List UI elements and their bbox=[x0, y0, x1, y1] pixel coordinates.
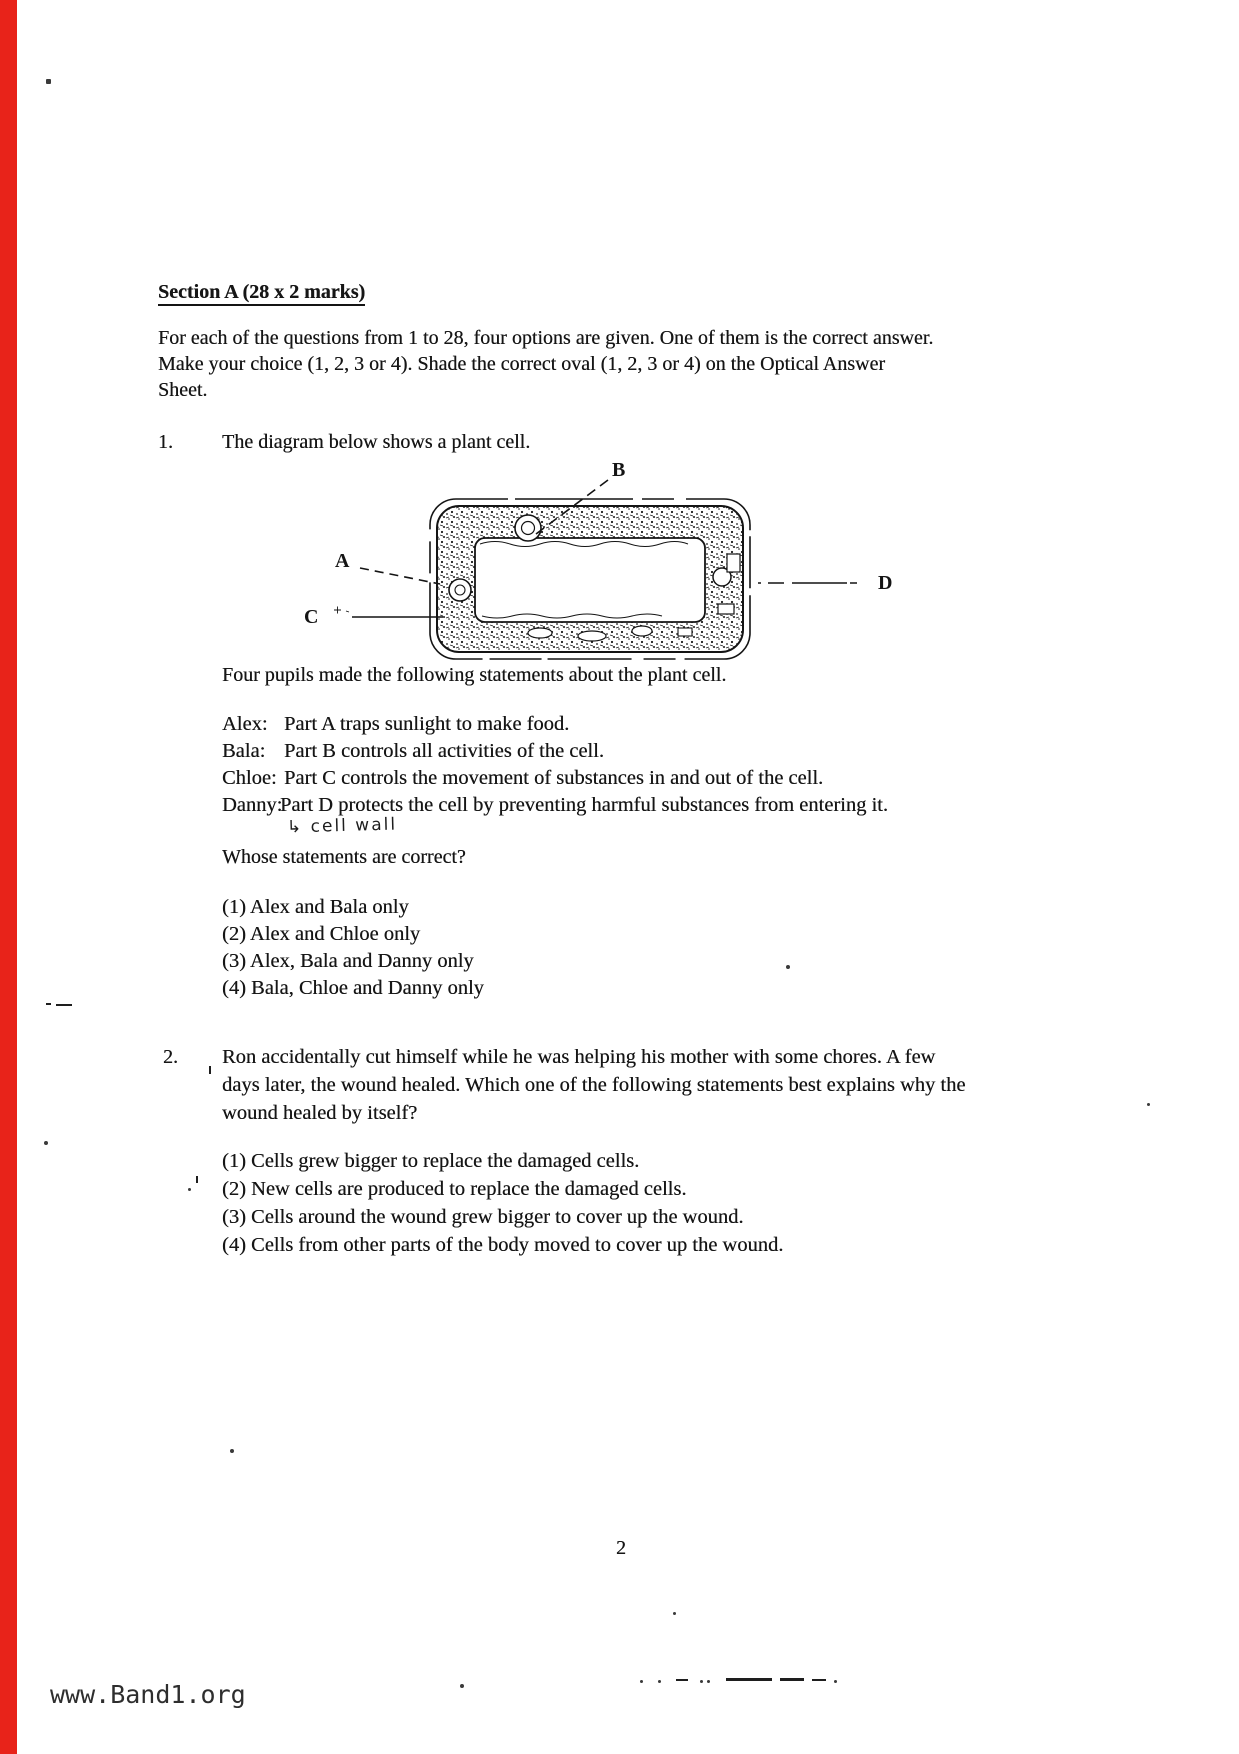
scan-speck bbox=[209, 1066, 211, 1074]
diagram-label-d: D bbox=[878, 572, 893, 594]
diagram-label-a: A bbox=[335, 550, 350, 572]
q2-line-1: Ron accidentally cut himself while he was helping his mother with some chores. A few bbox=[222, 1046, 936, 1068]
scan-margin-mark bbox=[46, 1003, 51, 1005]
statement-text: Part A traps sunlight to make food. bbox=[284, 713, 570, 735]
q2-option-2: (2) New cells are produced to replace the damaged cells. bbox=[222, 1178, 687, 1200]
q2-number: 2. bbox=[163, 1046, 178, 1068]
q1-option-1: (1) Alex and Bala only bbox=[222, 896, 409, 918]
statement-text: Part C controls the movement of substances in and out of the cell. bbox=[284, 767, 824, 789]
q1-number: 1. bbox=[158, 431, 173, 453]
q2-line-3: wound healed by itself? bbox=[222, 1102, 418, 1124]
q1-caption: Four pupils made the following statements about the plant cell. bbox=[222, 664, 727, 686]
q1-option-4: (4) Bala, Chloe and Danny only bbox=[222, 977, 484, 999]
q2-option-3: (3) Cells around the wound grew bigger to cover up the wound. bbox=[222, 1206, 744, 1228]
section-heading bbox=[158, 281, 365, 304]
organelle-bottom4 bbox=[678, 628, 692, 636]
statement-bala bbox=[222, 740, 604, 763]
scan-speck bbox=[44, 1141, 48, 1145]
statement-danny bbox=[222, 794, 888, 817]
speaker-label: Alex: bbox=[222, 713, 268, 735]
organelle-right-rect bbox=[727, 554, 740, 572]
scan-speck bbox=[46, 79, 51, 84]
statement-text: Part D protects the cell by preventing harmful substances from entering it. bbox=[280, 794, 888, 816]
plant-cell-diagram bbox=[290, 440, 930, 675]
statement-text: Part B controls all activities of the cell. bbox=[284, 740, 604, 762]
page-number: 2 bbox=[616, 1537, 626, 1559]
speaker-label: Chloe: bbox=[222, 767, 277, 789]
q1-question: Whose statements are correct? bbox=[222, 846, 466, 868]
organelle-bottom2 bbox=[578, 631, 606, 641]
statement-alex bbox=[222, 713, 569, 736]
speaker-label: Bala: bbox=[222, 740, 266, 762]
binding-red-stripe bbox=[0, 0, 17, 1754]
section-heading-text: Section A (28 x 2 marks) bbox=[158, 281, 365, 306]
organelle-bottom3 bbox=[632, 626, 652, 636]
organelle-right-rect2 bbox=[718, 604, 734, 614]
q2-line-2: days later, the wound healed. Which one of the following statements best explains why the bbox=[222, 1074, 966, 1096]
scan-speck bbox=[460, 1684, 464, 1688]
intro-line-1: For each of the questions from 1 to 28, four options are given. One of them is the correct answer. bbox=[158, 327, 934, 349]
scan-speck bbox=[786, 965, 790, 969]
speaker-label: Danny: bbox=[222, 794, 283, 816]
scan-mark-near-c bbox=[334, 607, 349, 614]
scan-speck bbox=[673, 1612, 676, 1615]
website-footer: www.Band1.org bbox=[50, 1680, 246, 1709]
scan-margin-mark bbox=[56, 1004, 72, 1006]
q2-option-4: (4) Cells from other parts of the body moved to cover up the wound. bbox=[222, 1234, 784, 1256]
leader-line-a bbox=[360, 568, 440, 584]
scan-speck bbox=[188, 1188, 191, 1191]
organelle-bottom1 bbox=[528, 628, 552, 638]
handwritten-annotation: ↳ cell wall bbox=[286, 814, 398, 838]
scan-speck bbox=[196, 1176, 198, 1183]
cell-membrane bbox=[475, 538, 705, 622]
q2-option-1: (1) Cells grew bigger to replace the damaged cells. bbox=[222, 1150, 640, 1172]
intro-line-3: Sheet. bbox=[158, 379, 208, 401]
scan-speck bbox=[1147, 1103, 1150, 1106]
diagram-label-b: B bbox=[612, 459, 626, 481]
scan-speck bbox=[230, 1449, 234, 1453]
organelle-left bbox=[449, 579, 471, 601]
q1-stem: The diagram below shows a plant cell. bbox=[222, 431, 531, 453]
statement-chloe bbox=[222, 767, 823, 790]
organelle-top bbox=[515, 515, 541, 541]
q1-option-2: (2) Alex and Chloe only bbox=[222, 923, 421, 945]
diagram-label-c: C bbox=[304, 606, 319, 628]
intro-line-2: Make your choice (1, 2, 3 or 4). Shade the correct oval (1, 2, 3 or 4) on the Optical Answer bbox=[158, 353, 886, 375]
q1-option-3: (3) Alex, Bala and Danny only bbox=[222, 950, 474, 972]
